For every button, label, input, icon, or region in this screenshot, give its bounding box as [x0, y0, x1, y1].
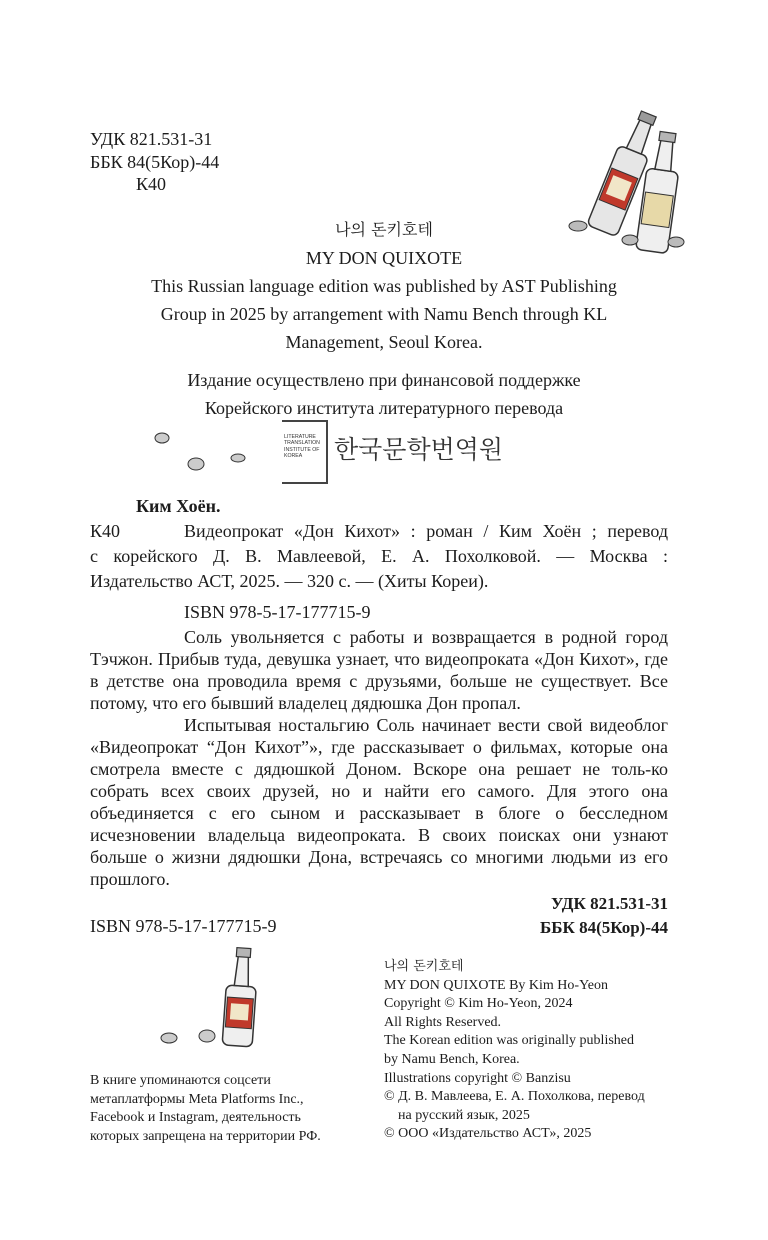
copyright-line-3: Copyright © Kim Ho-Yeon, 2024	[384, 996, 573, 1012]
copyright-block	[384, 958, 645, 1144]
copyright-line-4: All Rights Reserved.	[384, 1014, 502, 1030]
copyright-line-2: MY DON QUIXOTE By Kim Ho-Yeon	[384, 977, 608, 993]
annotation	[90, 626, 668, 890]
copyright-line-8: © Д. В. Мавлеева, Е. А. Похолкова, перевод	[384, 1089, 645, 1105]
social-notice	[90, 1072, 321, 1146]
bbk-code: ББК 84(5Кор)-44	[90, 151, 220, 172]
lti-line-1: LITERATURE	[284, 434, 316, 440]
udk-code: УДК 821.531-31	[90, 129, 213, 149]
bib-line-2: с корейского Д. В. Мавлеевой, Е. А. Похолковой. — Москва :	[90, 546, 668, 566]
copyright-korean-title: 나의 돈키호테	[384, 959, 464, 974]
english-title: MY DON QUIXOTE	[305, 248, 463, 268]
rights-line-3: Management, Seoul Korea.	[285, 332, 483, 352]
author-heading: Ким Хоён.	[136, 496, 221, 516]
footer-udk: УДК 821.531-31	[551, 894, 668, 913]
lti-line-3: INSTITUTE OF	[284, 446, 320, 453]
bib-code: К40	[90, 521, 121, 541]
bib-line-3: Издательство АСТ, 2025. — 320 с. — (Хиты Кореи).	[90, 571, 489, 591]
annotation-paragraph-2: Испытывая ностальгию Соль начинает вести свой видеоблог «Видеопрокат “Дон Кихот”», где рассказывает о фильмах, которые она смотрела вместе с дядюшкой Доном. Вскоре она решает не толь-ко собрать всех своих друзей, но и найти его самого. Для этого она объединяется с его сыном и рассказывает в блоге о бесследном исчезновении владельца видеопроката. В своих поисках они узнают больше о жизни дядюшки Дона, встречаясь со многими людьми из его прошлого.	[90, 715, 668, 889]
rights-line-2: Group in 2025 by arrangement with Namu Bench through KL	[160, 304, 608, 324]
support-block	[60, 366, 708, 422]
single-bottle-illustration	[155, 944, 275, 1054]
social-line-4: которых запрещена на территории РФ.	[90, 1128, 321, 1144]
copyright-line-5: The Korean edition was originally published	[384, 1033, 634, 1049]
lti-line-4: KOREA	[284, 453, 303, 460]
lti-logo-frame	[282, 420, 328, 484]
social-line-2: метаплатформы Meta Platforms Inc.,	[90, 1091, 304, 1107]
lti-korean-name: 한국문학번역원	[334, 435, 504, 464]
footer-codes	[540, 892, 668, 940]
copyright-line-6: by Namu Bench, Korea.	[384, 1051, 520, 1067]
author-code: К40	[136, 174, 167, 194]
bib-isbn: ISBN 978-5-17-177715-9	[184, 602, 371, 622]
classification-block	[90, 128, 219, 196]
lti-korea-logo	[282, 420, 512, 484]
annotation-paragraph-1: Соль увольняется с работы и возвращается в родной город Тэчжон. Прибыв туда, девушка узнает, что видеопроката «Дон Кихот», где в детстве она проводила время с друзьями, больше не существует. Все потому, что его бывший владелец дядюшка Дон пропал.	[90, 627, 668, 713]
copyright-line-9: на русский язык, 2025	[398, 1107, 530, 1123]
social-line-3: Facebook и Instagram, деятельность	[90, 1110, 301, 1126]
rights-line-1: This Russian language edition was published by AST Publishing	[151, 276, 617, 296]
footer-isbn: ISBN 978-5-17-177715-9	[90, 916, 277, 936]
rights-block	[60, 216, 708, 356]
korean-title: 나의 돈키호테	[335, 220, 433, 239]
lti-line-2: TRANSLATION	[284, 440, 320, 447]
bib-line-1: Видеопрокат «Дон Кихот» : роман / Ким Хоён ; перевод	[184, 521, 668, 541]
support-line-2: Корейского института литературного перевода	[204, 398, 564, 418]
copyright-line-10: © ООО «Издательство АСТ», 2025	[384, 1126, 592, 1142]
copyright-line-7: Illustrations copyright © Banzisu	[384, 1070, 571, 1086]
footer-bbk: ББК 84(5Кор)-44	[540, 918, 668, 937]
bottle-caps-illustration	[150, 428, 260, 478]
support-line-1: Издание осуществлено при финансовой поддержке	[187, 370, 581, 390]
bibliographic-record	[90, 494, 668, 625]
social-line-1: В книге упоминаются соцсети	[90, 1073, 271, 1088]
